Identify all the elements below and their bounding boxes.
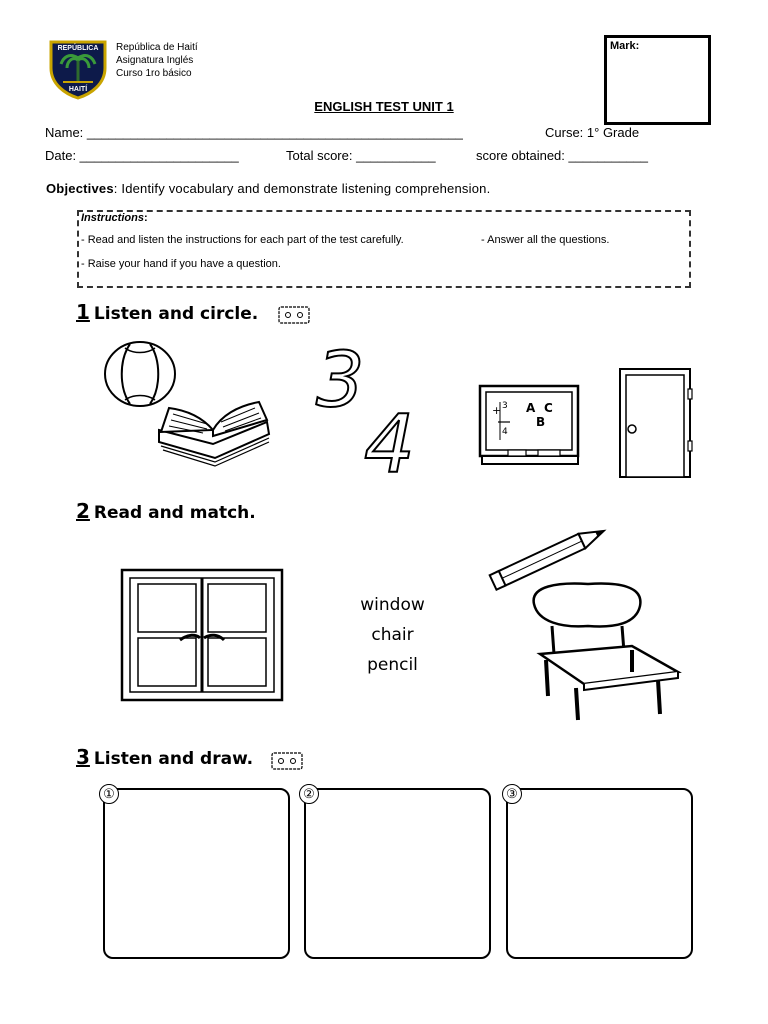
word-pencil: pencil — [367, 655, 418, 675]
mark-label: Mark: — [610, 40, 640, 52]
section-3-title — [76, 745, 253, 769]
objectives-text: : Identify vocabulary and demonstrate listening comprehension. — [113, 181, 491, 196]
svg-text:B: B — [536, 415, 546, 429]
section-2-label: Read and match. — [93, 503, 256, 523]
score-obtained-field[interactable]: score obtained: ___________ — [476, 148, 649, 163]
school-logo — [47, 38, 109, 100]
instruction-line-3: - Raise your hand if you have a question. — [81, 258, 281, 270]
section-3-label: Listen and draw. — [93, 749, 254, 769]
cassette-icon — [278, 306, 310, 324]
door-picture — [616, 367, 696, 479]
draw-box-3[interactable] — [506, 788, 693, 959]
book-picture — [155, 400, 273, 474]
total-score-field[interactable]: Total score: ___________ — [286, 148, 436, 163]
logo-top-text: REPÚBLICA — [57, 45, 99, 52]
word-list — [330, 590, 455, 680]
instruction-line-2: - Answer all the questions. — [481, 234, 610, 246]
svg-text:C: C — [544, 401, 553, 415]
number-4: 4 — [364, 398, 415, 491]
curse-field: Curse: 1° Grade — [545, 125, 640, 140]
window-picture — [120, 568, 284, 702]
number-3: 3 — [316, 335, 365, 424]
section-3-number: 3 — [76, 745, 90, 769]
school-course: Curso 1ro básico — [116, 68, 192, 79]
draw-box-1-number: ① — [99, 784, 119, 804]
svg-text:4: 4 — [502, 427, 508, 437]
word-chair: chair — [371, 625, 414, 645]
section-2-title — [76, 499, 256, 523]
numbers-picture — [314, 335, 424, 491]
chalkboard-picture — [478, 384, 582, 468]
draw-box-2-number: ② — [299, 784, 319, 804]
school-subject: Asignatura Inglés — [116, 55, 194, 66]
pencil-picture — [487, 525, 617, 585]
school-info — [116, 41, 198, 80]
draw-box-1[interactable] — [103, 788, 290, 959]
section-2-number: 2 — [76, 499, 90, 523]
chair-picture — [528, 580, 680, 722]
instruction-line-1: - Read and listen the instructions for each part of the test carefully. — [81, 234, 404, 246]
ball-picture — [103, 340, 177, 408]
logo-bottom-text: HAITÍ — [68, 86, 88, 93]
section-1-title — [76, 300, 258, 324]
svg-text:+: + — [492, 404, 502, 417]
svg-text:A: A — [526, 401, 536, 415]
draw-box-2[interactable] — [304, 788, 491, 959]
word-window: window — [360, 595, 425, 615]
name-field[interactable]: Name: ____________________________________________________ — [45, 125, 463, 140]
cassette-icon — [271, 752, 303, 770]
test-title: ENGLISH TEST UNIT 1 — [314, 99, 454, 114]
date-field[interactable]: Date: ______________________ — [45, 148, 239, 163]
school-country: República de Haití — [116, 42, 198, 53]
section-1-label: Listen and circle. — [93, 304, 259, 324]
section-1-number: 1 — [76, 300, 90, 324]
instructions-box — [77, 210, 691, 288]
objectives-label: Objectives — [46, 181, 114, 196]
draw-box-3-number: ③ — [502, 784, 522, 804]
svg-text:3: 3 — [502, 401, 508, 411]
objectives — [46, 181, 490, 196]
instructions-title: Instructions: — [81, 212, 148, 224]
